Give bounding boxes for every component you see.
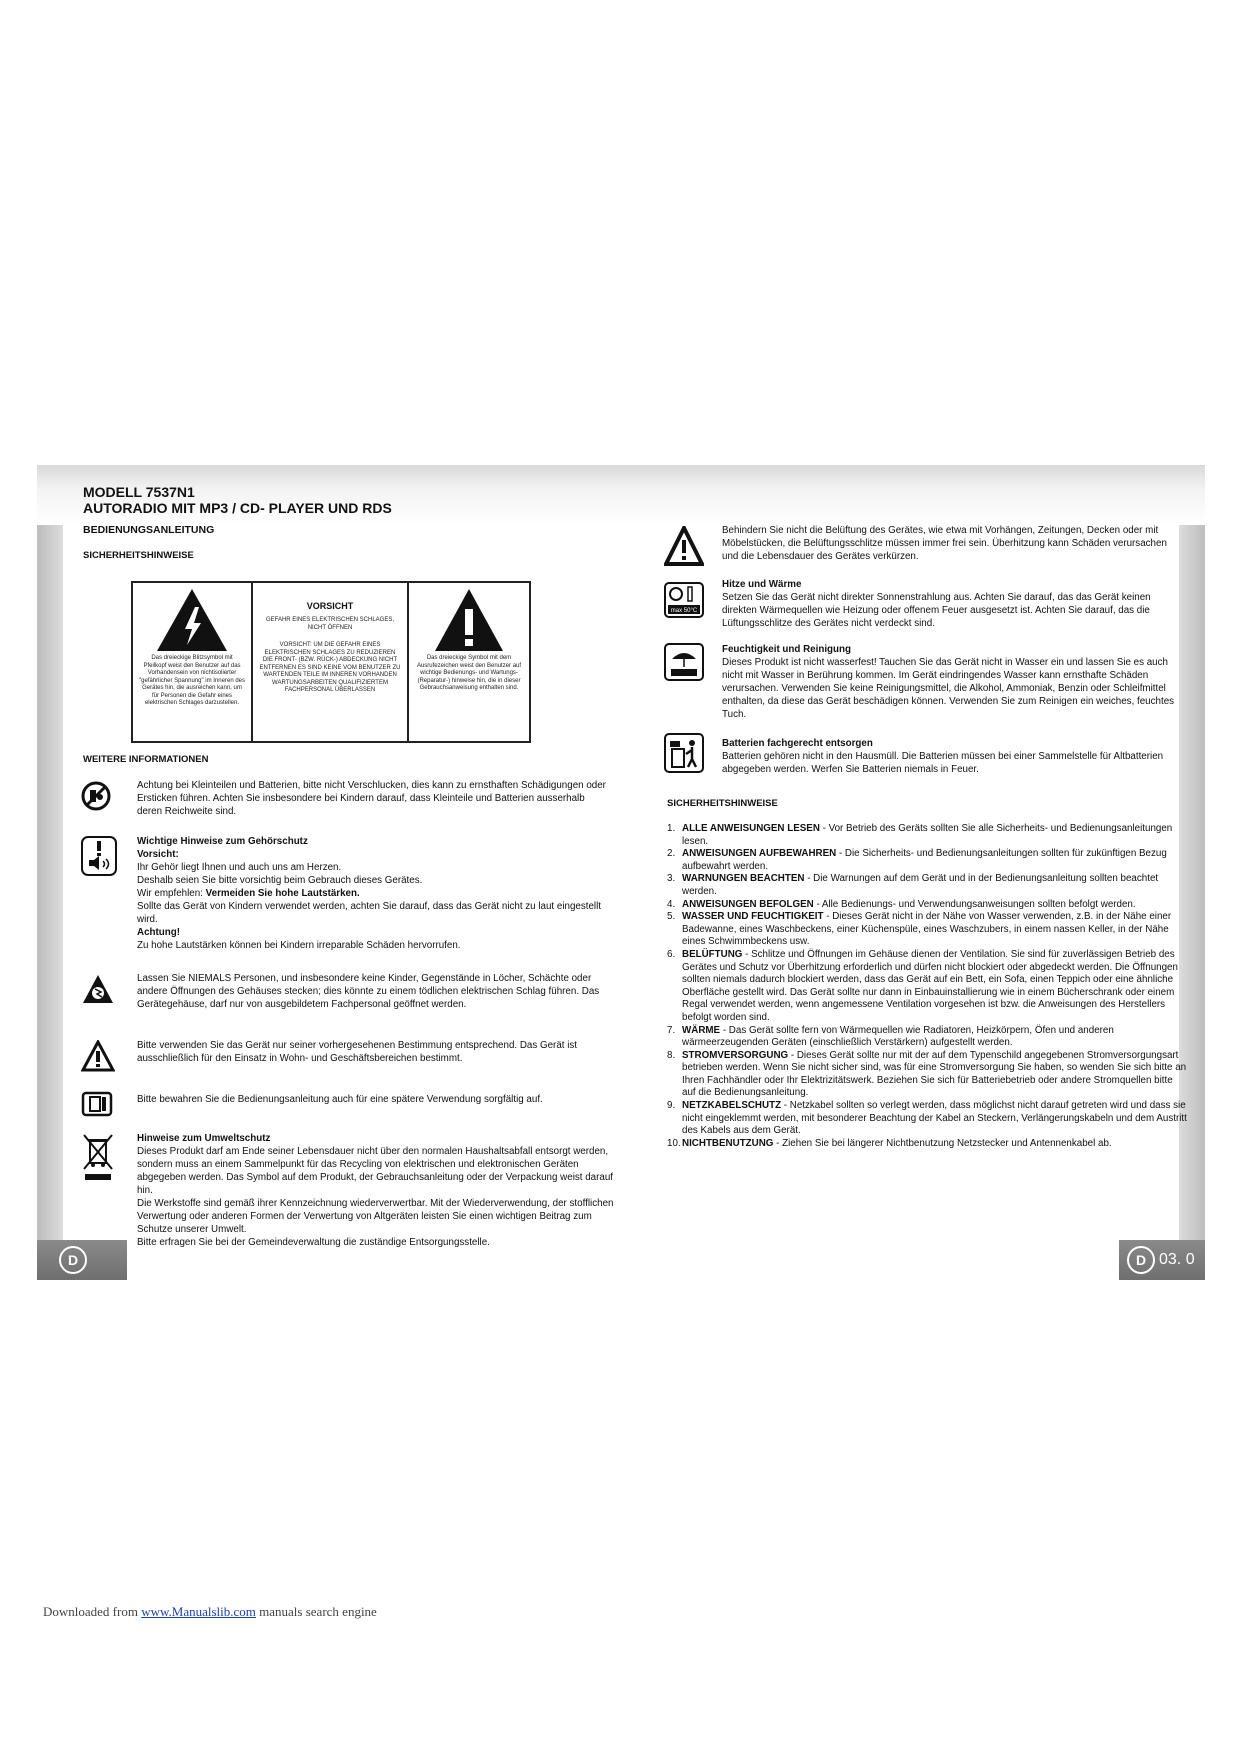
- list-item-number: 2.: [667, 848, 676, 860]
- download-suffix: manuals search engine: [255, 1604, 377, 1619]
- battery-title: Batterien fachgerecht entsorgen: [722, 738, 873, 749]
- hearing-achtung: Achtung!: [137, 927, 180, 938]
- list-item-text: - Dieses Gerät nicht in der Nähe von Wasser verwenden, z.B. in der Nähe einer Badewanne, eines Waschbeckens, einer Küchenspüle, eines Waschzubers, in einem nassen Keller, in der Nähe eines Schwimmbeckens usw.: [682, 911, 1172, 948]
- list-item-number: 1.: [667, 823, 676, 834]
- list-item: [667, 949, 1187, 1025]
- warning-box-center: [253, 583, 409, 741]
- battery-disposal-icon: [664, 733, 704, 773]
- hearing-recommend-label: Wir empfehlen:: [137, 888, 203, 899]
- list-item-title: NICHTBENUTZUNG: [682, 1137, 774, 1149]
- list-item-text: - Ziehen Sie bei längerer Nichtbenutzung Netzstecker und Antennenkabel ab.: [773, 1137, 1112, 1149]
- list-item: [667, 1025, 1187, 1050]
- heat-text: Setzen Sie das Gerät nicht direkter Sonnenstrahlung aus. Achten Sie darauf, das das Gerät keinen direkten Wärmequellen wie Heizung oder offenem Feuer ausgesetzt ist. Achten Sie darauf, das die Lüftungsschlitze des Gerätes nicht verdeckt sind.: [722, 592, 1151, 629]
- warning-box-right: [409, 583, 529, 741]
- list-item-title: STROMVERSORGUNG: [682, 1049, 789, 1061]
- hearing-vorsicht: Vorsicht:: [137, 849, 179, 860]
- list-item-number: 6.: [667, 948, 676, 960]
- moisture-icon: [664, 643, 704, 681]
- list-item: [667, 1138, 1187, 1151]
- heat-icon: [664, 582, 704, 618]
- ventilation-note: Behindern Sie nicht die Belüftung des Gerätes, wie etwa mit Vorhängen, Zeitungen, Decken oder mit Möbelstücken, die Belüftungsschlitze müssen immer frei sein. Überhitzung kann Schäden verursachen und die Lebensdauer des Gerätes verkürzen.: [722, 525, 1167, 562]
- product-subtitle: AUTORADIO MIT MP3 / CD- PLAYER UND RDS: [83, 500, 392, 516]
- list-item: [667, 1050, 1187, 1100]
- hearing-line3: [137, 887, 607, 900]
- language-badge-left: D: [59, 1246, 87, 1274]
- footer-right-tab: [1119, 1240, 1205, 1280]
- safety-heading-right: SICHERHEITSHINWEISE: [667, 798, 778, 809]
- footer-left-tab: [37, 1240, 127, 1280]
- list-item-title: BELÜFTUNG: [682, 948, 743, 960]
- list-item-number: 7.: [667, 1024, 676, 1036]
- hearing-title: Wichtige Hinweise zum Gehörschutz: [137, 836, 308, 847]
- environment-text2: Die Werkstoffe sind gemäß ihrer Kennzeichnung wiederverwertbar. Mit der Wiederverwendung, der stofflichen Verwertung oder anderen Formen der Verwertung von Altgeräten leisten Sie einen wichtigen Beitrag zum Schutze unserer Umwelt.: [137, 1198, 614, 1235]
- manual-page: [37, 465, 1205, 1295]
- language-badge-right: D: [1127, 1246, 1155, 1274]
- list-item: [667, 873, 1187, 898]
- environment-section: [137, 1132, 617, 1249]
- page-number: 03. 0: [1159, 1251, 1195, 1268]
- hearing-line4: Sollte das Gerät von Kindern verwendet werden, achten Sie darauf, dass das Gerät nicht zu laut eingestellt wird.: [137, 901, 601, 925]
- lightning-triangle-icon: [133, 583, 251, 655]
- more-info-heading: WEITERE INFORMATIONEN: [83, 754, 209, 765]
- exclamation-triangle-icon: [409, 583, 529, 655]
- list-item: [667, 911, 1187, 949]
- lightning-explanation: Das dreieckige Blitzsymbol mit Pfeilkopf weist den Benutzer auf das Vorhandensein von nichtisolierter "gefährlicher Spannung" im Inneren des Gerätes hin, die ausreichen kann, um für Personen die Gefahr eines elektrischen Schlages darzustellen.: [139, 655, 245, 706]
- manual-book-icon: [81, 1091, 113, 1117]
- battery-text: Batterien gehören nicht in den Hausmüll. Die Batterien müssen bei einer Sammelstelle für Altbatterien abgegeben werden. Werfen Sie Batterien niemals in Feuer.: [722, 751, 1164, 775]
- warning-box: [131, 581, 531, 743]
- warning-box-left: [133, 583, 253, 741]
- list-item-title: WASSER UND FEUCHTIGKEIT: [682, 911, 824, 923]
- hearing-line1: Ihr Gehör liegt Ihnen und auch uns am Herzen.: [137, 862, 342, 873]
- list-item-number: 8.: [667, 1049, 676, 1061]
- hearing-line2: Deshalb seien Sie bitte vorsichtig beim Gebrauch dieses Gerätes.: [137, 875, 423, 886]
- moisture-section: [722, 643, 1182, 721]
- list-item-title: WARNUNGEN BEACHTEN: [682, 873, 805, 885]
- list-item-text: - Dieses Gerät sollte nur mit der auf dem Typenschild angegebenen Stromversorgungsart betrieben werden. Wenn Sie nicht sicher sind, was für eine Stromversorgung Sie haben, so wenden Sie sich bitte an Ihren Fachhändler oder Ihr Elektrizitätswerk. Beziehen Sie sich für Batteriebetrieb oder andere Stromquellen bitte auf die Bedienungsanleitung.: [682, 1049, 1187, 1099]
- battery-section: [722, 737, 1182, 776]
- weee-bin-icon: [81, 1133, 115, 1183]
- list-item-text: - Das Gerät sollte fern von Wärmequellen wie Radiatoren, Heizkörpern, Öfen und anderen wärmeerzeugenden Geräten (einschließlich Verstärkern) aufgestellt werden.: [682, 1024, 1114, 1049]
- hearing-section: [137, 835, 607, 952]
- list-item-title: ALLE ANWEISUNGEN LESEN: [682, 823, 820, 834]
- heat-section: [722, 578, 1182, 630]
- page-title: [83, 484, 392, 516]
- list-item-title: ANWEISUNGEN BEFOLGEN: [682, 898, 814, 910]
- vorsicht-line2: VORSICHT: UM DIE GEFAHR EINES ELEKTRISCHEN SCHLAGES ZU REDUZIEREN DIE FRONT- (BZW. RÜCK-) ABDECKUNG NICHT ENTFERNEN ES SIND KEINE VOM BENUTZER ZU WARTENDEN TEILE IM INNEREN VORHANDEN WARTUNGSARBEITEN QUALIFIZIERTEM FACHPERSONAL ÜBERLASSEN: [259, 642, 401, 693]
- list-item-text: - Schlitze und Öffnungen im Gehäuse dienen der Ventilation. Sie sind für zuverlässigen Betrieb des Gerätes und Schutz vor Überhitzung erforderlich und dürfen nicht blockiert oder abgedeckt werden. Die Öffnungen sollten niemals dadurch blockiert werden, dass das Gerät auf ein Bett, ein Sofa, einen Teppich oder eine ähnliche Oberfläche gestellt wird. Das Gerät sollte nur dann in Einbauinstallierung wie in einem Bücherschrank oder einem Regal verwendet werden, wenn angemessene Ventilation vorgesehen ist bzw. die Anweisungen des Herstellers befolgt worden sind.: [682, 948, 1178, 1023]
- list-item-number: 10.: [667, 1137, 681, 1149]
- vorsicht-title: VORSICHT: [306, 601, 354, 611]
- hearing-recommend-text: Vermeiden Sie hohe Lautstärken.: [205, 888, 360, 899]
- small-parts-warning: Achtung bei Kleinteilen und Batterien, bitte nicht Verschlucken, dies kann zu ernsthaften Schädigungen oder Ersticken führen. Achten Sie insbesondere bei Kindern darauf, dass Kleinteile und Batterien ausserhalb deren Reichweite sind.: [137, 780, 606, 817]
- list-item-text: - Alle Bedienungs- und Verwendungsanweisungen sollten befolgt werden.: [813, 898, 1136, 910]
- download-prefix: Downloaded from: [43, 1604, 142, 1619]
- caution-triangle-icon: [81, 1040, 115, 1072]
- list-item-title: ANWEISUNGEN AUFBEWAHREN: [682, 848, 837, 860]
- environment-title: Hinweise zum Umweltschutz: [137, 1133, 271, 1144]
- list-item-text: - Die Warnungen auf dem Gerät und in der Bedienungsanleitung sollten beachtet werden.: [682, 873, 1159, 897]
- ventilation-warning-icon: [664, 526, 704, 566]
- list-item: [667, 1100, 1187, 1138]
- model-title: MODELL 7537N1: [83, 484, 195, 500]
- moisture-text: Dieses Produkt ist nicht wasserfest! Tauchen Sie das Gerät nicht in Wasser ein und lassen Sie es auch nicht mit Wasser in Berührung kommen. Im Gerät eindringendes Wasser kann ernsthafte Schäden verursachen. Verwenden Sie keine Reinigungsmittel, die Alkohol, Ammoniak, Benzin oder Schleifmittel enthalten, da diese das Gerät beschädigen können. Verwenden Sie zum Reinigen ein weiches, feuchtes Tuch.: [722, 657, 1175, 720]
- manual-title: BEDIENUNGSANLEITUNG: [83, 524, 215, 536]
- hearing-line5: Zu hohe Lautstärken können bei Kindern irreparable Schäden hervorrufen.: [137, 940, 461, 951]
- keep-manual-note: Bitte bewahren Sie die Bedienungsanleitung auch für eine spätere Verwendung sorgfältig auf.: [137, 1094, 543, 1105]
- list-item: [667, 848, 1187, 873]
- vorsicht-line1: GEFAHR EINES ELEKTRISCHEN SCHLAGES, NICHT ÖFFNEN: [265, 617, 395, 631]
- left-side-strip: [37, 525, 63, 1240]
- electric-shock-warning-icon: [81, 973, 115, 1005]
- environment-text1: Dieses Produkt darf am Ende seiner Lebensdauer nicht über den normalen Haushaltsabfall entsorgt werden, sondern muss an einem Sammelpunkt für das Recycling von elektrischen und elektronischen Geräten abgegeben werden. Das Symbol auf dem Produkt, der Gebrauchsanleitung oder der Verpackung weist darauf hin.: [137, 1146, 613, 1196]
- list-item-number: 4.: [667, 898, 676, 910]
- list-item-text: - Die Sicherheits- und Bedienungsanleitungen sollten für zukünftigen Bezug aufbewahrt werden.: [682, 848, 1167, 872]
- list-item-number: 5.: [667, 911, 676, 923]
- heat-title: Hitze und Wärme: [722, 579, 802, 590]
- list-item-number: 3.: [667, 873, 676, 885]
- intended-use-note: Bitte verwenden Sie das Gerät nur seiner vorhergesehenen Bestimmung entsprechend. Das Gerät ist ausschließlich für den Einsatz in Wohn- und Geschäftsbereichen bestimmt.: [137, 1040, 578, 1064]
- hearing-protection-icon: [81, 836, 117, 876]
- environment-text3: Bitte erfragen Sie bei der Gemeindeverwaltung die zuständige Entsorgungsstelle.: [137, 1237, 490, 1248]
- list-item: [667, 899, 1187, 912]
- download-credit: [43, 1604, 377, 1620]
- no-small-parts-icon: [81, 781, 111, 811]
- list-item-title: WÄRME: [682, 1024, 721, 1036]
- moisture-title: Feuchtigkeit und Reinigung: [722, 644, 851, 655]
- list-item: [667, 823, 1187, 848]
- list-item-text: - Vor Betrieb des Geräts sollten Sie alle Sicherheits- und Bedienungsanleitungen lesen.: [682, 823, 1173, 847]
- list-item-title: NETZKABELSCHUTZ: [682, 1100, 782, 1112]
- safety-heading-left: SICHERHEITSHINWEISE: [83, 550, 194, 561]
- no-objects-warning: Lassen Sie NIEMALS Personen, und insbesondere keine Kinder, Gegenstände in Löcher, Schächte oder andere Öffnungen des Gehäuses stecken; dies könnte zu einem tödlichen elektrischen Schlag führen. Das Gerätegehäuse, darf nur von ausgebildetem Fachpersonal geöffnet werden.: [137, 973, 600, 1010]
- safety-instructions-list: [667, 823, 1187, 1150]
- exclamation-explanation: Das dreieckige Symbol mit dem Ausrufezeichen weist den Benutzer auf wichtige Bedienungs- und Wartungs- (Reparatur-) hinweise hin, die in dieser Gebrauchsanweisung enthalten sind.: [416, 655, 522, 691]
- manualslib-link[interactable]: www.Manualslib.com: [141, 1604, 256, 1619]
- list-item-number: 9.: [667, 1100, 676, 1112]
- list-item-text: - Netzkabel sollten so verlegt werden, dass möglichst nicht darauf getreten wird und dass sie nicht eingeklemmt werden, mit besonderer Beachtung der Kabel an Steckern, Verlängerungskabeln und dem Austritt des Kabels aus dem Gerät.: [682, 1100, 1187, 1137]
- heat-icon-label: max 50°C: [670, 608, 698, 614]
